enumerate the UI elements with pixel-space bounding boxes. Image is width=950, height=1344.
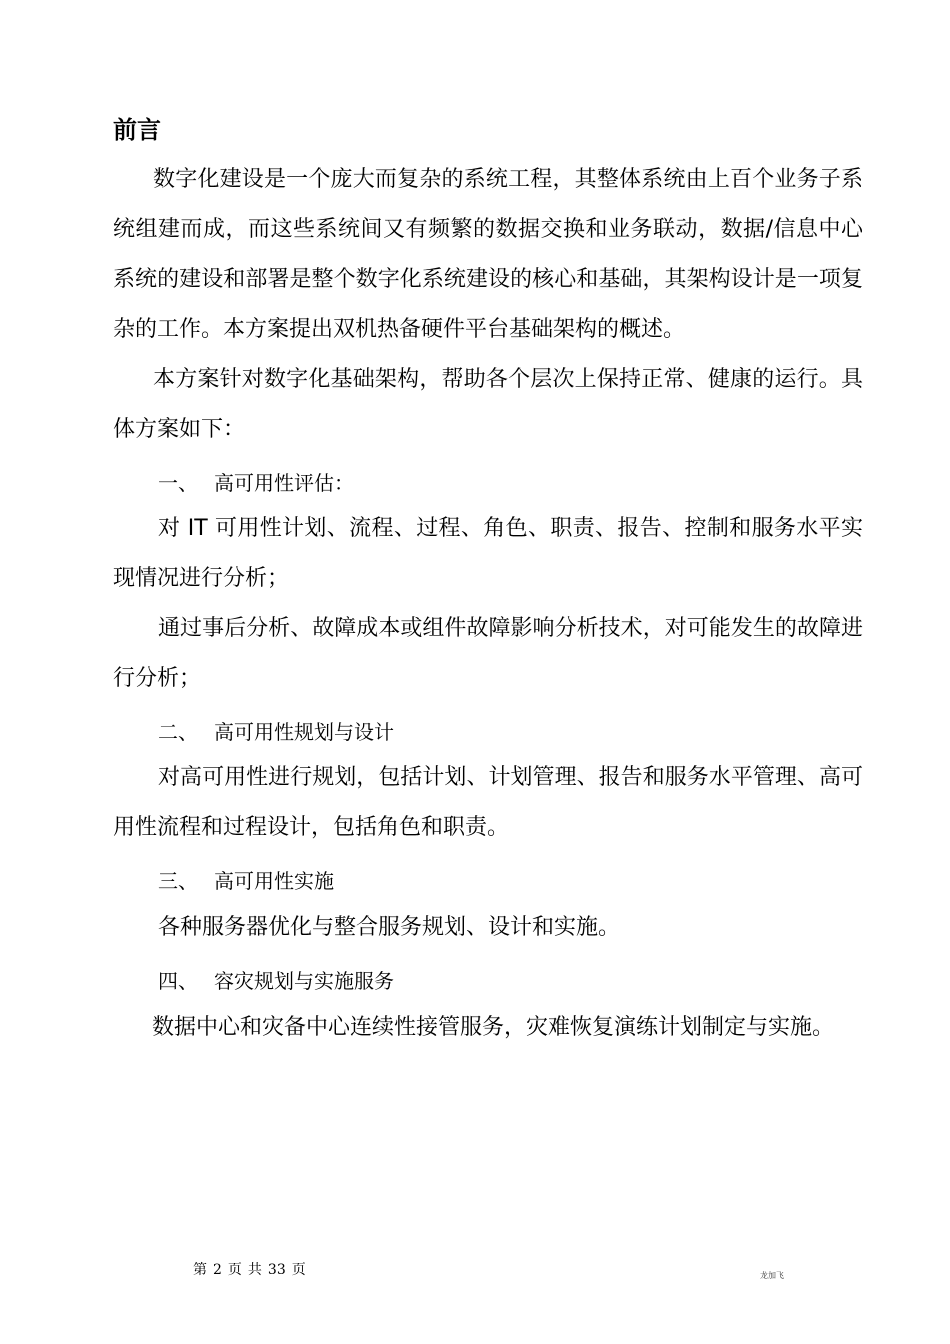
section-number: 二、 [158,720,198,744]
section-heading-2 [158,717,394,747]
footer-page-number: 2 [213,1262,222,1278]
footer-page-word: 页 [291,1262,306,1278]
section-2-paragraph-1: 对高可用性进行规划，包括计划、计划管理、报告和服务水平管理、高可用性流程和过程设计，包括角色和职责。 [113,765,863,840]
section-1-paragraph-2: 通过事后分析、故障成本或组件故障影响分析技术，对可能发生的故障进行分析； [113,616,863,691]
section-title: 高可用性实施 [214,869,334,893]
footer-total-word: 共 [247,1262,262,1278]
footer-page-word: 页 [227,1262,242,1278]
section-title: 容灾规划与实施服务 [214,969,394,993]
section-title: 高可用性规划与设计 [214,720,394,744]
section-number: 一、 [158,471,198,495]
intro-paragraph-2: 本方案针对数字化基础架构，帮助各个层次上保持正常、健康的运行。具体方案如下： [113,367,863,442]
section-heading-1 [158,468,354,498]
section-number: 三、 [158,869,198,893]
author-name: 龙加飞 [760,1271,784,1280]
section-4-paragraph-1: 数据中心和灾备中心连续性接管服务，灾难恢复演练计划制定与实施。 [152,1015,835,1040]
page-title: 前言 [113,116,161,144]
section-1-paragraph-1: 对 IT 可用性计划、流程、过程、角色、职责、报告、控制和服务水平实现情况进行分析； [113,516,863,591]
section-heading-3 [158,866,334,896]
section-heading-4 [158,966,394,996]
section-title: 高可用性评估： [214,471,354,495]
section-3-paragraph-1: 各种服务器优化与整合服务规划、设计和实施。 [158,915,621,940]
footer-page-word: 第 [193,1262,207,1278]
intro-paragraph-1: 数字化建设是一个庞大而复杂的系统工程，其整体系统由上百个业务子系统组建而成，而这些系统间又有频繁的数据交换和业务联动，数据/信息中心系统的建设和部署是整个数字化系统建设的核心和基础，其架构设计是一项复杂的工作。本方案提出双机热备硬件平台基础架构的概述。 [113,167,863,342]
footer-total-pages: 33 [267,1262,286,1278]
section-number: 四、 [158,969,198,993]
page-footer [193,1260,312,1280]
